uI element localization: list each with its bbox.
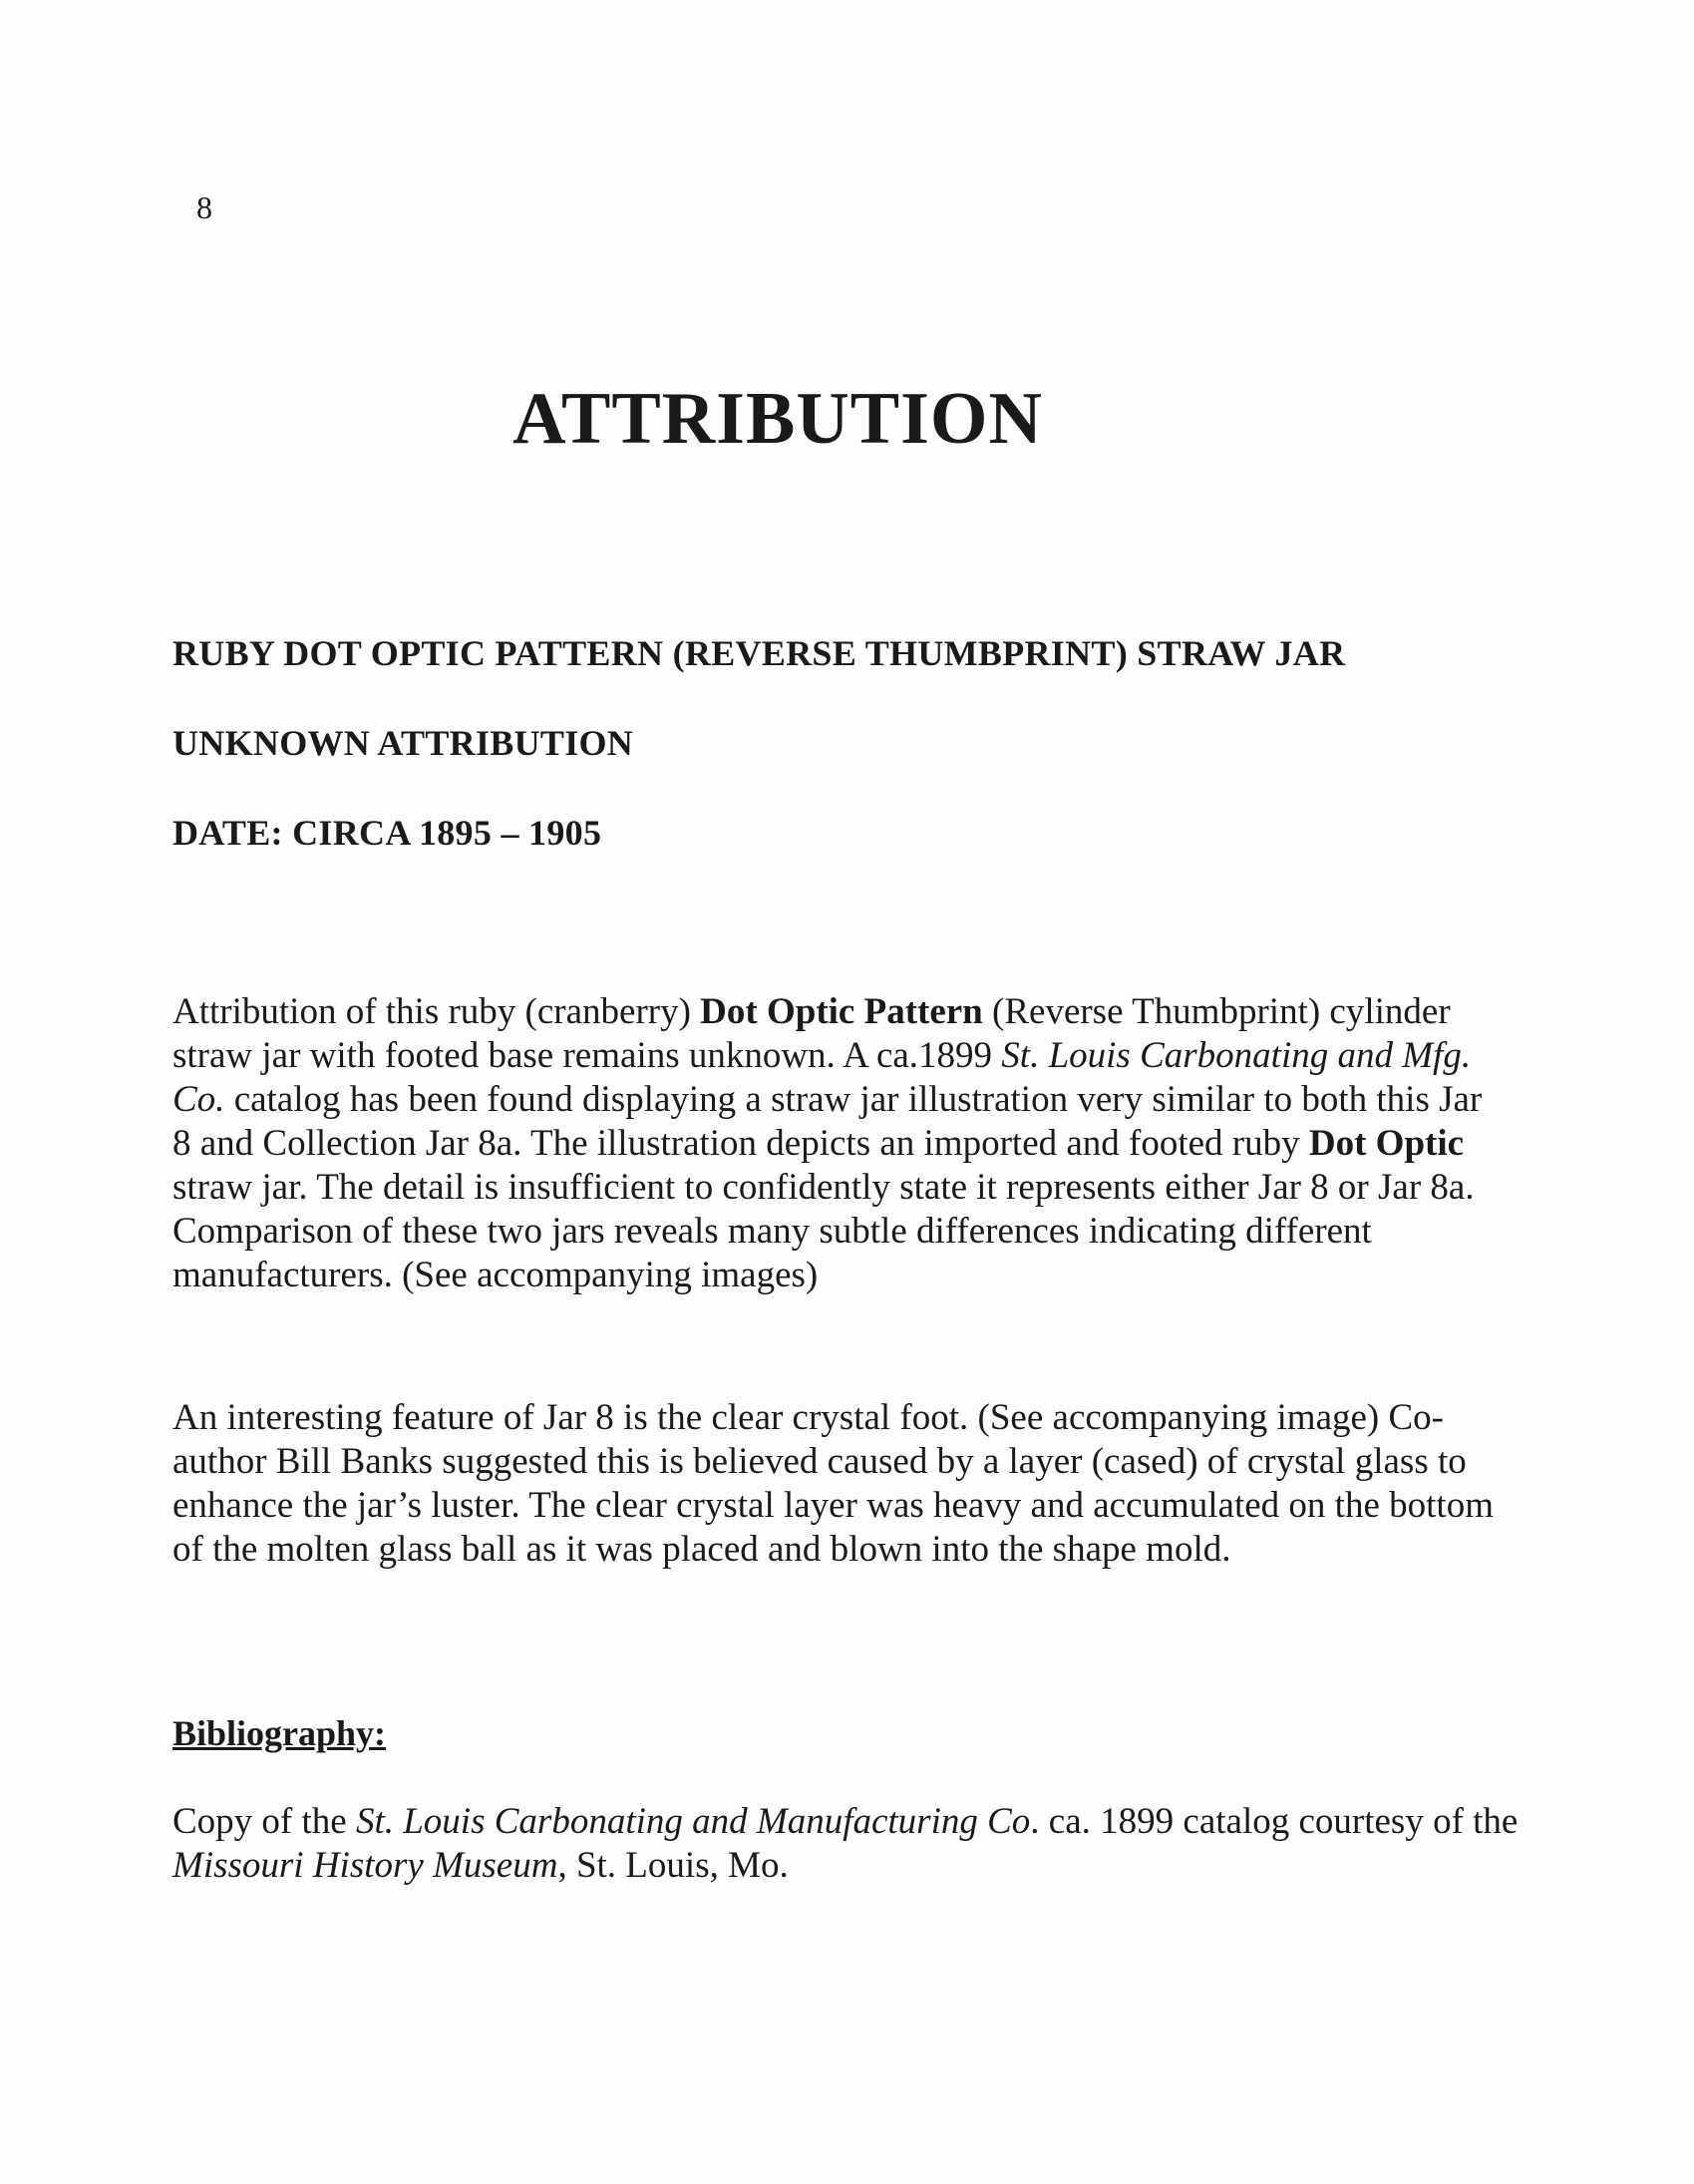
attribution-paragraph [172, 990, 1509, 1297]
paragraph-text: Attribution of this ruby (cranberry) [172, 991, 701, 1032]
page-title: ATTRIBUTION [512, 378, 1043, 460]
page-number: 8 [196, 189, 212, 225]
crystal-foot-paragraph: An interesting feature of Jar 8 is the clear crystal foot. (See accompanying image) Co-author Bill Banks suggested this is believed caused by a layer (cased) of crystal glass to enhance the jar’s luster. The clear crystal layer was heavy and accumulated on the bottom of the molten glass ball as it was placed and blown into the shape mold. [172, 1397, 1494, 1570]
section-headings [172, 631, 1528, 901]
italic-company-name: St. Louis Carbonating and Mfg. Co. [172, 1035, 1472, 1120]
bold-pattern-name: Dot Optic Pattern [700, 991, 983, 1032]
paragraph-text: catalog has been found displaying a straw jar illustration very similar to both this Jar 8 and Collection Jar 8a. The illustration depicts an imported and footed ruby [172, 1079, 1483, 1164]
attribution-heading: UNKNOWN ATTRIBUTION [172, 723, 634, 763]
bold-pattern-name: Dot Optic [1308, 1123, 1465, 1164]
bibliography-heading: Bibliography: [172, 1713, 387, 1753]
bibliography-text: . ca. 1899 catalog courtesy of the [1030, 1801, 1519, 1842]
bibliography-text: , St. Louis, Mo. [557, 1845, 789, 1886]
bibliography-text: Copy of the [172, 1801, 356, 1842]
paragraph-text: straw jar. The detail is insufficient to confidently state it represents either Jar 8 or Jar 8a. Comparison of these two jars reveals many subtle differences indicating different manufacturers. (See accompanying images) [172, 1167, 1475, 1295]
item-heading: RUBY DOT OPTIC PATTERN (REVERSE THUMBPRINT) STRAW JAR [172, 633, 1346, 673]
italic-museum-name: Missouri History Museum [172, 1845, 558, 1886]
date-heading: DATE: CIRCA 1895 – 1905 [172, 813, 602, 853]
italic-company-name: St. Louis Carbonating and Manufacturing Co [355, 1801, 1031, 1842]
bibliography-entry [172, 1800, 1519, 1888]
paragraph-text: (Reverse Thumbprint) cylinder straw jar with footed base remains unknown. A ca.1899 [172, 991, 1451, 1076]
